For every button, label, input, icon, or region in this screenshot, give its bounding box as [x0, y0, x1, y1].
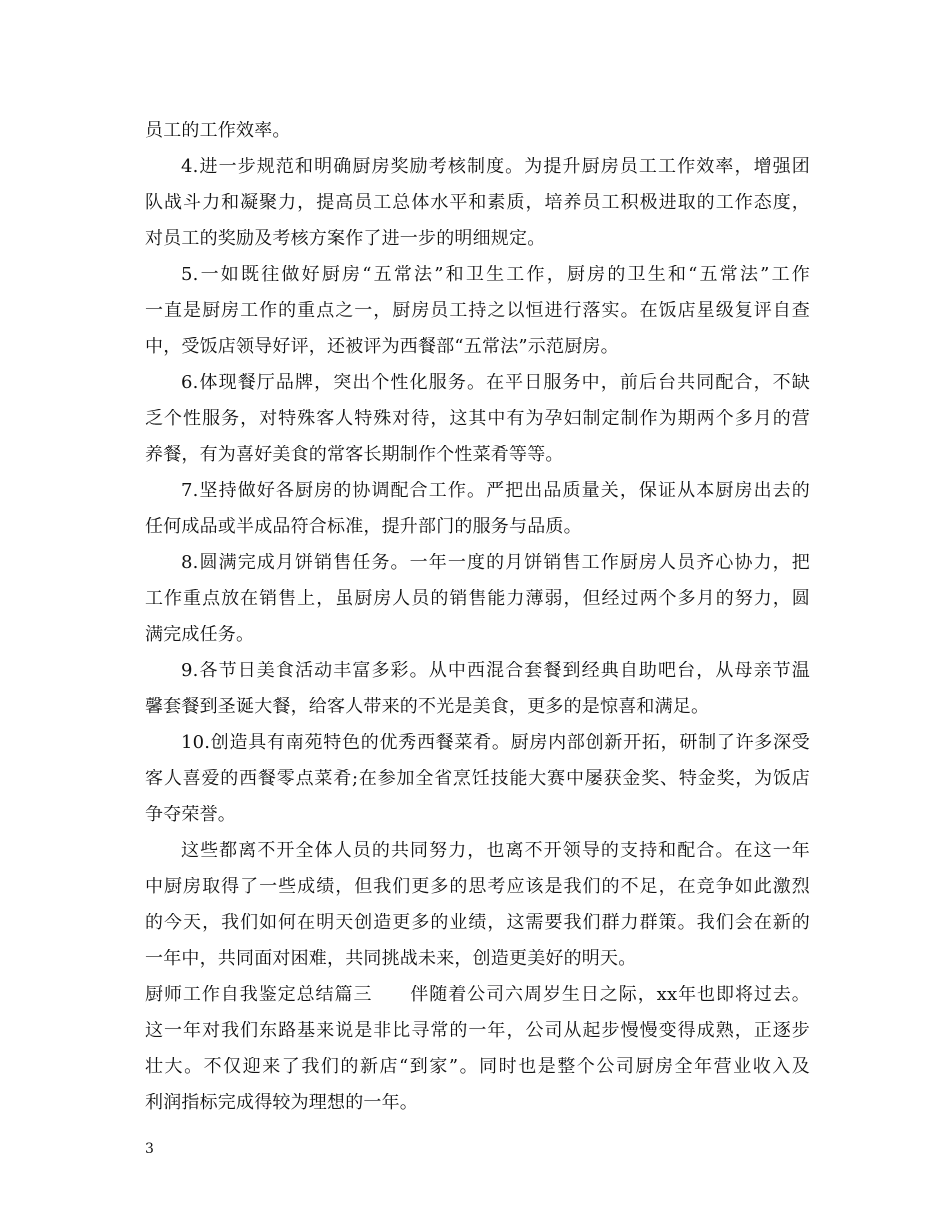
text-line: 8.圆满完成月饼销售任务。一年一度的月饼销售工作厨房人员齐心协力，把 — [181, 553, 810, 573]
text-line: 的今天，我们如何在明天创造更多的业绩，这需要我们群力群策。我们会在新的 — [145, 913, 810, 933]
text-line: 这一年对我们东路基来说是非比寻常的一年，公司从起步慢慢变得成熟，正逐步 — [145, 1021, 810, 1041]
text-line: 5.一如既往做好厨房“五常法”和卫生工作，厨房的卫生和“五常法”工作 — [181, 265, 810, 285]
text-line: 对员工的奖励及考核方案作了进一步的明细规定。 — [145, 229, 546, 249]
text-line: 养餐，有为喜好美食的常客长期制作个性菜肴等等。 — [145, 445, 564, 465]
page-number: 3 — [145, 1141, 154, 1157]
text-line: 乏个性服务，对特殊客人特殊对待，这其中有为孕妇制定制作为期两个多月的营 — [145, 409, 810, 429]
text-line: 厨师工作自我鉴定总结篇三 伴随着公司六周岁生日之际，xx年也即将过去。 — [145, 985, 810, 1005]
text-line: 一年中，共同面对困难，共同挑战未来，创造更美好的明天。 — [145, 949, 637, 969]
text-line: 员工的工作效率。 — [145, 121, 291, 141]
text-line: 争夺荣誉。 — [145, 805, 236, 825]
text-line: 10.创造具有南苑特色的优秀西餐菜肴。厨房内部创新开拓，研制了许多深受 — [181, 733, 810, 753]
text-line: 4.进一步规范和明确厨房奖励考核制度。为提升厨房员工工作效率，增强团 — [181, 157, 810, 177]
text-line: 壮大。不仅迎来了我们的新店“到家”。同时也是整个公司厨房全年营业收入及 — [145, 1057, 810, 1077]
text-line: 满完成任务。 — [145, 625, 255, 645]
text-line: 7.坚持做好各厨房的协调配合工作。严把出品质量关，保证从本厨房出去的 — [181, 481, 810, 501]
text-line: 客人喜爱的西餐零点菜肴;在参加全省烹饪技能大赛中屡获金奖、特金奖，为饭店 — [145, 769, 810, 789]
text-line: 任何成品或半成品符合标准，提升部门的服务与品质。 — [145, 517, 582, 537]
text-line: 6.体现餐厅品牌，突出个性化服务。在平日服务中，前后台共同配合，不缺 — [181, 373, 810, 393]
text-line: 队战斗力和凝聚力，提高员工总体水平和素质，培养员工积极进取的工作态度， — [145, 193, 810, 213]
text-line: 一直是厨房工作的重点之一，厨房员工持之以恒进行落实。在饭店星级复评自查 — [145, 301, 810, 321]
text-line: 中厨房取得了一些成绩，但我们更多的思考应该是我们的不足，在竞争如此激烈 — [145, 877, 810, 897]
text-line: 中，受饭店领导好评，还被评为西餐部“五常法”示范厨房。 — [145, 337, 619, 357]
text-line: 9.各节日美食活动丰富多彩。从中西混合套餐到经典自助吧台，从母亲节温 — [181, 661, 810, 681]
text-line: 利润指标完成得较为理想的一年。 — [145, 1093, 418, 1113]
text-line: 馨套餐到圣诞大餐，给客人带来的不光是美食，更多的是惊喜和满足。 — [145, 697, 710, 717]
text-line: 这些都离不开全体人员的共同努力，也离不开领导的支持和配合。在这一年 — [181, 841, 810, 861]
text-line: 工作重点放在销售上，虽厨房人员的销售能力薄弱，但经过两个多月的努力，圆 — [145, 589, 810, 609]
